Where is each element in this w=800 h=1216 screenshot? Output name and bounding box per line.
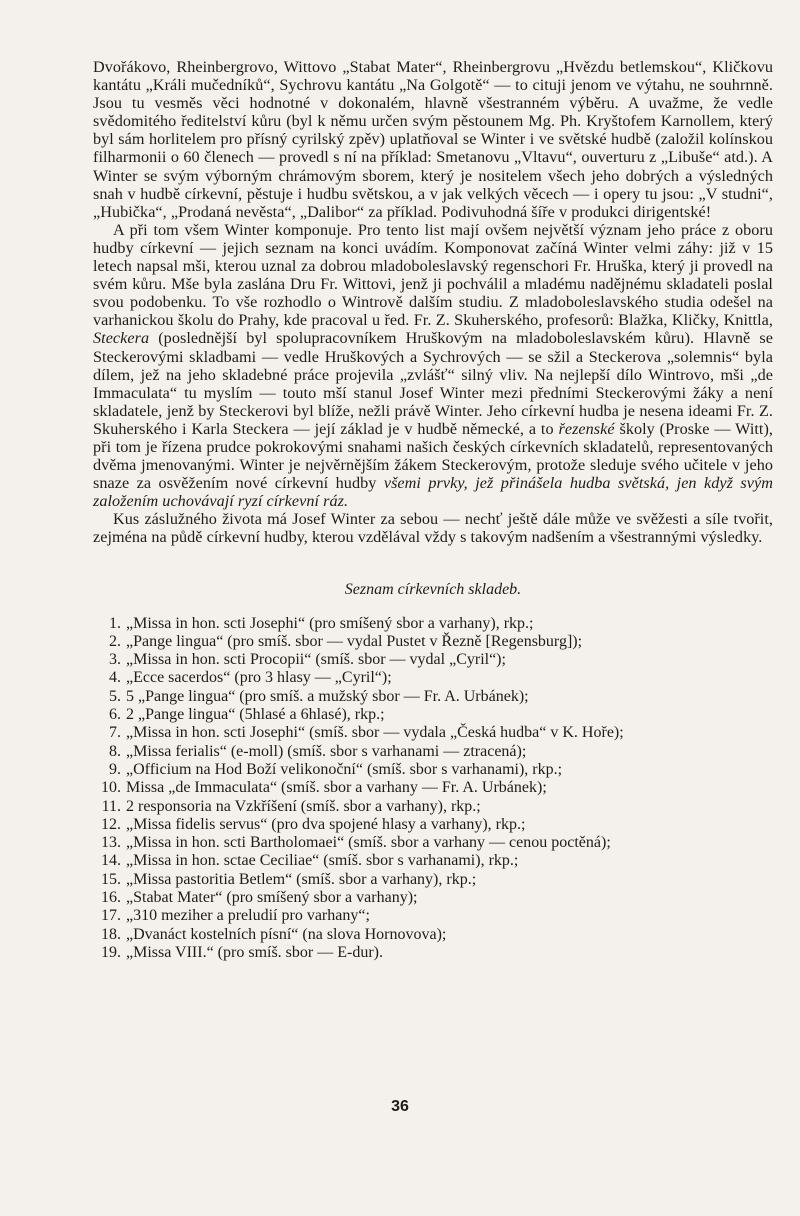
work-list-item bbox=[93, 779, 773, 797]
work-number: 8. bbox=[109, 742, 121, 760]
text-segment: Dvořákovo, Rheinbergrovo, Wittovo „Stabat Mater“, Rheinbergrovu „Hvězdu betlemskou“, Kličkovu kantátu „Králi mučedníků“, Sychrovu kantátu „Na Golgotě“ — to cituji jenom ve výtahu, ne souhrnně. Jsou tu vesměs věci hodnotné v dokonalém, hlavně všestranném výběru. A uvažme, že vedle svědomitého ředitelství kůru (byl k němu určen svým pěstounem Mg. Ph. Kryštofem Karnollem, který byl sám horlitelem pro přísný cyrilský zpěv) uplatňoval se Winter i ve světské hudbě (založil kolínskou filharmonii o 60 členech — provedl s ní na příklad: Smetanovu „Vltavu“, ouverturu z „Libuše“ atd.). A Winter se svým výborným chrámovým sborem, který je nositelem všech jeho dobrých a výsledných snah v hudbě církevní, pěstuje i hudbu světskou, a v jak velkých věcech — i opery tu jsou: „V studni“, „Hubička“, „Prodaná nevěsta“, „Dalibor“ za příklad. Podivuhodná šíře v produkci dirigentské! bbox=[93, 58, 773, 221]
work-title: „Missa ferialis“ (e-moll) (smíš. sbor s varhanami — ztracená); bbox=[126, 742, 527, 760]
work-number: 14. bbox=[101, 852, 121, 870]
work-title: „Missa in hon. scti Josephi“ (smíš. sbor — vydala „Česká hudba“ v K. Hoře); bbox=[126, 724, 624, 742]
text-segment: (poslednější byl spolupracovníkem Hruškovým na mladoboleslavském kůru). Hlavně se Steckerovými skladbami — vedle Hruškových a Sychrových — se sžil a Steckerova „solemnis“ byla dílem, jež na jeho skladebné práce projevila „zvlášť“ silný vliv. Na nejlepší dílo Wintrovo, mši „de Immaculata“ tu myslím — touto mší stanul Josef Winter mezi předními Steckerovými žáky a není skladatele, jenž by Steckerovi byl blíže, nežli právě Winter. Jeho církevní hudba je nesena ideami Fr. Z. Skuherského i Karla Steckera — její základ je v hudbě německé, a to bbox=[93, 329, 773, 438]
work-title: 2 „Pange lingua“ (5hlasé a 6hlasé), rkp.; bbox=[126, 706, 385, 724]
work-list-item bbox=[93, 743, 773, 761]
work-number: 12. bbox=[101, 815, 121, 833]
work-list-item bbox=[93, 944, 773, 962]
paragraph-2 bbox=[93, 221, 773, 511]
work-list-item bbox=[93, 926, 773, 944]
work-title: Missa „de Immaculata“ (smíš. sbor a varhany — Fr. A. Urbánek); bbox=[126, 779, 547, 797]
work-title: „Missa in hon. scti Procopii“ (smíš. sbor — vydal „Cyril“); bbox=[126, 651, 506, 669]
work-title: „Stabat Mater“ (pro smíšený sbor a varhany); bbox=[126, 888, 418, 906]
italic-text-segment: Steckera bbox=[93, 329, 150, 348]
work-list-item bbox=[93, 907, 773, 925]
document-page bbox=[93, 58, 773, 962]
works-list bbox=[93, 615, 773, 963]
text-segment: A při tom všem Winter komponuje. Pro tento list mají ovšem největší význam jeho práce z oboru hudby církevní — jejich seznam na konci uvádím. Komponovat začíná Winter velmi záhy: již v 15 letech napsal mši, kterou uznal za dobrou mladoboleslavský regenschori Fr. Hruška, který ji provedl na svém kůru. Mše byla zaslána Dru Fr. Wittovi, jenž ji pochválil a mladému nadějnému skladateli poslal svou podobenku. To vše rozhodlo o Wintrově dalším studiu. Z mladoboleslavského studia odešel na varhanickou školu do Prahy, kde pracoval u řed. Fr. Z. Skuherského, profesorů: Blažka, Kličky, Knittla, bbox=[93, 220, 773, 330]
text-segment: Kus záslužného života má Josef Winter za sebou — nechť ještě dále může ve svěžesti a síle tvořit, zejména na půdě církevní hudby, kterou vzdělával vždy s takovým nadšením a všestrannými výsledky. bbox=[93, 510, 773, 547]
work-title: „Pange lingua“ (pro smíš. sbor — vydal Pustet v Řezně [Regensburg]); bbox=[126, 632, 583, 650]
work-list-item bbox=[93, 889, 773, 907]
work-number: 2. bbox=[109, 632, 121, 650]
work-number: 11. bbox=[101, 797, 121, 815]
work-number: 1. bbox=[109, 614, 121, 632]
work-title: 5 „Pange lingua“ (pro smíš. a mužský sbor — Fr. A. Urbánek); bbox=[126, 687, 529, 705]
list-title: Seznam církevních skladeb. bbox=[344, 580, 522, 598]
work-number: 13. bbox=[101, 834, 121, 852]
work-list-item bbox=[93, 798, 773, 816]
work-list-item bbox=[93, 871, 773, 889]
work-list-item bbox=[93, 615, 773, 633]
work-title: 2 responsoria na Vzkříšení (smíš. sbor a varhany), rkp.; bbox=[126, 797, 481, 815]
work-title: „Missa in hon. scti Bartholomaei“ (smíš. sbor a varhany — cenou poctěná); bbox=[126, 834, 611, 852]
work-list-item bbox=[93, 669, 773, 687]
work-list-item bbox=[93, 816, 773, 834]
work-list-item bbox=[93, 834, 773, 852]
work-list-item bbox=[93, 651, 773, 669]
work-number: 16. bbox=[101, 888, 121, 906]
work-number: 4. bbox=[109, 669, 121, 687]
work-title: „Missa fidelis servus“ (pro dva spojené hlasy a varhany), rkp.; bbox=[126, 815, 526, 833]
work-title: „Missa VIII.“ (pro smíš. sbor — E-dur). bbox=[126, 943, 383, 961]
work-number: 15. bbox=[101, 870, 121, 888]
work-number: 9. bbox=[109, 760, 121, 778]
work-number: 7. bbox=[109, 724, 121, 742]
work-list-item bbox=[93, 761, 773, 779]
work-list-item bbox=[93, 688, 773, 706]
work-list-item bbox=[93, 706, 773, 724]
work-title: „Missa pastoritia Betlem“ (smíš. sbor a varhany), rkp.; bbox=[126, 870, 477, 888]
paragraph-3 bbox=[93, 510, 773, 546]
text-segment: školy (Proske — Witt), při tom je řízena prudce pokrokovými snahami našich českých církevních skladatelů, representovaných dvěma jmenovanými. Winter je nejvěrnějším žákem Steckerovým, protože sleduje svého učitele v jeho snaze za osvěžením nové církevní hudby bbox=[93, 419, 773, 493]
work-number: 3. bbox=[109, 651, 121, 669]
italic-text-segment: řezenské bbox=[558, 419, 615, 438]
work-title: „310 meziher a preludií pro varhany“; bbox=[126, 907, 370, 925]
work-title: „Officium na Hod Boží velikonoční“ (smíš. sbor s varhanami), rkp.; bbox=[126, 760, 563, 778]
work-list-item bbox=[93, 724, 773, 742]
work-number: 6. bbox=[109, 706, 121, 724]
work-list-item bbox=[93, 633, 773, 651]
work-number: 18. bbox=[101, 925, 121, 943]
paragraph-1 bbox=[93, 58, 773, 221]
work-number: 19. bbox=[101, 943, 121, 961]
work-title: „Dvanáct kostelních písní“ (na slova Hornovova); bbox=[126, 925, 447, 943]
work-title: „Missa in hon. sctae Ceciliae“ (smíš. sbor s varhanami), rkp.; bbox=[126, 852, 519, 870]
page-number: 36 bbox=[391, 1098, 409, 1115]
body-text bbox=[93, 58, 773, 547]
italic-text-segment: všemi prvky, jež přinášela hudba světská, jen když svým založením uchovávají ryzí církevní ráz. bbox=[93, 474, 773, 511]
work-list-item bbox=[93, 852, 773, 870]
work-number: 10. bbox=[101, 779, 121, 797]
work-title: „Ecce sacerdos“ (pro 3 hlasy — „Cyril“); bbox=[126, 669, 392, 687]
work-number: 17. bbox=[101, 907, 121, 925]
work-title: „Missa in hon. scti Josephi“ (pro smíšený sbor a varhany), rkp.; bbox=[126, 614, 534, 632]
work-number: 5. bbox=[109, 687, 121, 705]
